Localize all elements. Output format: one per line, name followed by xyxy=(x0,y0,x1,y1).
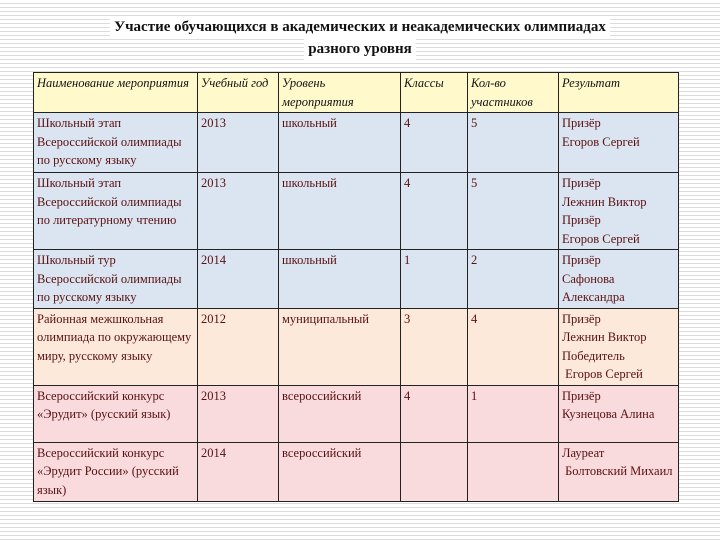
table-row xyxy=(34,250,679,309)
result-line: Егоров Сергей xyxy=(562,134,640,149)
header-grade: Классы xyxy=(401,73,468,113)
cell-count: 5 xyxy=(468,113,559,173)
result-line: Кузнецова Алина xyxy=(562,407,655,421)
cell-count: 2 xyxy=(468,250,559,309)
result-line: Болтовский Михаил xyxy=(562,464,673,478)
result-line: Призёр xyxy=(562,388,601,403)
cell-count: 5 xyxy=(468,173,559,250)
header-name: Наименование мероприятия xyxy=(34,73,198,113)
cell-name: Районная межшкольная олимпиада по окружающему миру, русскому языку xyxy=(34,308,198,385)
olympiad-table xyxy=(33,72,679,502)
header-year: Учебный год xyxy=(198,73,279,113)
title-line-2: разного уровня xyxy=(304,38,416,60)
result-line: Сафонова xyxy=(562,271,615,286)
cell-level: всероссийский xyxy=(279,385,401,442)
cell-result xyxy=(559,308,679,385)
cell-grade xyxy=(401,442,468,501)
result-line: Призёр xyxy=(562,213,601,227)
cell-count: 1 xyxy=(468,385,559,442)
cell-result xyxy=(559,385,679,442)
result-line: Александра xyxy=(562,290,625,304)
result-line: Лежнин Виктор xyxy=(562,194,647,209)
header-result: Результат xyxy=(559,73,679,113)
cell-grade: 1 xyxy=(401,250,468,309)
table-row xyxy=(34,385,679,442)
title-line-1: Участие обучающихся в академических и неакадемических олимпиадах xyxy=(110,16,610,38)
cell-result xyxy=(559,442,679,501)
table-header-row xyxy=(34,73,679,113)
result-line: Призёр xyxy=(562,311,601,326)
cell-grade: 4 xyxy=(401,113,468,173)
header-count: Кол-во участников xyxy=(468,73,559,113)
result-line: Призёр xyxy=(562,116,601,130)
cell-year: 2012 xyxy=(198,308,279,385)
cell-result xyxy=(559,173,679,250)
result-line: Егоров Сергей xyxy=(562,367,643,381)
cell-level: муниципальный xyxy=(279,308,401,385)
cell-level: школьный xyxy=(279,113,401,173)
cell-grade: 4 xyxy=(401,173,468,250)
result-line: Победитель xyxy=(562,348,625,363)
cell-name: Школьный этап Всероссийской олимпиады по литературному чтению xyxy=(34,173,198,250)
table-row xyxy=(34,308,679,385)
cell-year: 2013 xyxy=(198,173,279,250)
cell-name: Всероссийский конкурс «Эрудит России» (русский язык) xyxy=(34,442,198,501)
result-line: Призёр xyxy=(562,176,601,190)
cell-name: Школьный тур Всероссийской олимпиады по русскому языку xyxy=(34,250,198,309)
cell-name: Всероссийский конкурс «Эрудит» (русский язык) xyxy=(34,385,198,442)
result-line: Лауреат xyxy=(562,445,605,460)
cell-level: школьный xyxy=(279,173,401,250)
table-row xyxy=(34,173,679,250)
header-level: Уровень мероприятия xyxy=(279,73,401,113)
result-line: Егоров Сергей xyxy=(562,231,640,246)
cell-result xyxy=(559,113,679,173)
cell-grade: 4 xyxy=(401,385,468,442)
cell-grade: 3 xyxy=(401,308,468,385)
page-title xyxy=(0,16,720,60)
cell-name: Школьный этап Всероссийской олимпиады по русскому языку xyxy=(34,113,198,173)
cell-level: школьный xyxy=(279,250,401,309)
cell-year: 2014 xyxy=(198,250,279,309)
table-row xyxy=(34,442,679,501)
cell-count: 4 xyxy=(468,308,559,385)
cell-result xyxy=(559,250,679,309)
result-line: Лежнин Виктор xyxy=(562,330,647,344)
cell-year: 2014 xyxy=(198,442,279,501)
cell-level: всероссийский xyxy=(279,442,401,501)
table-row xyxy=(34,113,679,173)
cell-year: 2013 xyxy=(198,113,279,173)
cell-year: 2013 xyxy=(198,385,279,442)
result-line: Призёр xyxy=(562,253,601,267)
cell-count xyxy=(468,442,559,501)
